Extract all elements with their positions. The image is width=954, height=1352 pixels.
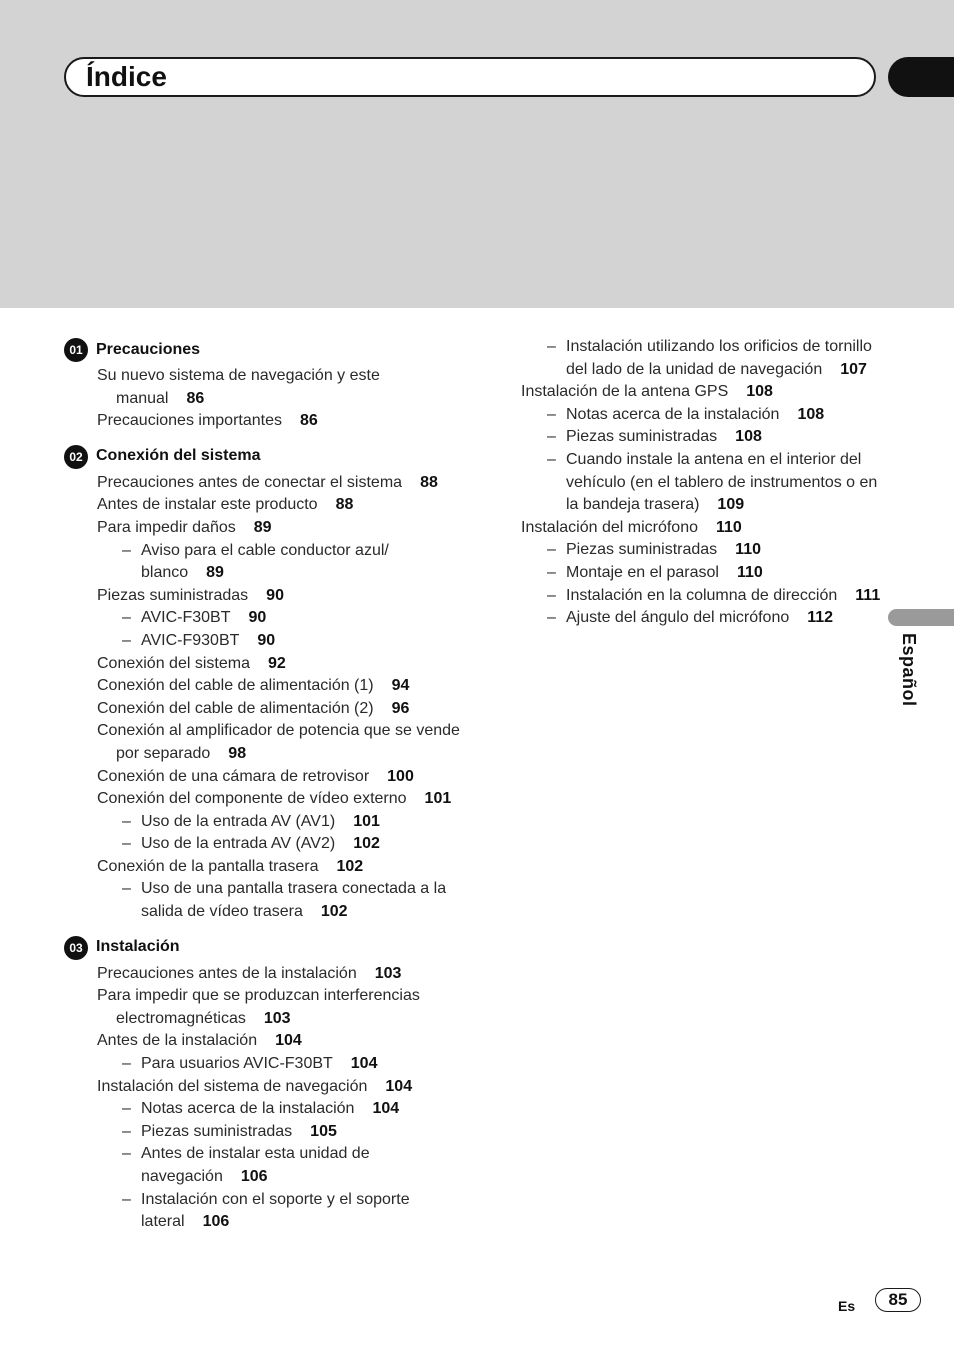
toc-left-column bbox=[64, 338, 464, 1234]
toc-subentry[interactable] bbox=[521, 426, 881, 449]
toc-page-number: 110 bbox=[736, 563, 763, 581]
toc-page-number: 104 bbox=[372, 1100, 400, 1118]
toc-entry[interactable] bbox=[64, 472, 464, 495]
toc-entry-text: Precauciones antes de la instalación bbox=[97, 964, 357, 982]
toc-page-number: 112 bbox=[807, 609, 834, 627]
toc-entry-text: Conexión al amplificador de potencia que se vende por separado bbox=[97, 722, 460, 762]
toc-entry[interactable] bbox=[521, 517, 881, 540]
toc-page-number: 98 bbox=[228, 744, 247, 762]
toc-subentry[interactable] bbox=[64, 811, 464, 834]
toc-page-number: 101 bbox=[353, 812, 380, 830]
toc-page-number: 90 bbox=[257, 631, 276, 649]
toc-page-number: 108 bbox=[746, 383, 773, 401]
toc-page-number: 102 bbox=[320, 903, 348, 921]
dash-bullet: – bbox=[122, 609, 131, 627]
section-gap bbox=[64, 924, 464, 936]
toc-entry[interactable] bbox=[521, 381, 881, 404]
toc-page-number: 90 bbox=[248, 609, 267, 627]
toc-subentry[interactable] bbox=[64, 878, 464, 923]
section-title: Precauciones bbox=[96, 340, 201, 358]
dash-bullet: – bbox=[547, 405, 556, 423]
toc-page-number: 106 bbox=[240, 1168, 268, 1185]
toc-entry-text: Piezas suministradas bbox=[566, 541, 718, 559]
toc-entry-text: Conexión del sistema bbox=[97, 654, 250, 672]
toc-subentry[interactable] bbox=[521, 539, 881, 562]
toc-entry-text: Ajuste del ángulo del micrófono bbox=[566, 609, 790, 627]
toc-entry-text: Piezas suministradas bbox=[97, 586, 249, 604]
toc-page-number: 108 bbox=[735, 428, 762, 446]
section-heading[interactable] bbox=[64, 936, 464, 960]
toc-entry-text: Notas acerca de la instalación bbox=[141, 1100, 355, 1118]
toc-subentry[interactable] bbox=[521, 336, 881, 381]
toc-entry-text: Instalación en la columna de dirección bbox=[566, 586, 838, 604]
toc-entry[interactable] bbox=[64, 517, 464, 540]
toc-entry[interactable] bbox=[64, 365, 464, 410]
section-number-badge: 01 bbox=[64, 338, 88, 362]
toc-subentry[interactable] bbox=[64, 1053, 464, 1076]
toc-page-number: 86 bbox=[186, 389, 205, 407]
toc-entry-text: Conexión de una cámara de retrovisor bbox=[97, 767, 370, 785]
toc-entry-text: Instalación con el soporte y el soporte lateral bbox=[141, 1190, 410, 1231]
toc-page-number: 88 bbox=[335, 496, 354, 514]
toc-page-number: 102 bbox=[353, 835, 380, 853]
dash-bullet: – bbox=[122, 812, 131, 830]
toc-entry[interactable] bbox=[64, 766, 464, 789]
dash-bullet: – bbox=[122, 1190, 131, 1208]
toc-subentry[interactable] bbox=[521, 562, 881, 585]
toc-entry[interactable] bbox=[64, 494, 464, 517]
toc-subentry[interactable] bbox=[521, 607, 881, 630]
toc-entry-text: Instalación del sistema de navegación bbox=[97, 1077, 368, 1095]
toc-subentry[interactable] bbox=[64, 540, 464, 585]
toc-entry[interactable] bbox=[64, 410, 464, 433]
dash-bullet: – bbox=[122, 1122, 131, 1140]
toc-subentry[interactable] bbox=[64, 630, 464, 653]
dash-bullet: – bbox=[547, 609, 556, 627]
toc-page-number: 103 bbox=[374, 964, 402, 982]
toc-entry-text: Instalación de la antena GPS bbox=[521, 383, 729, 401]
toc-entry[interactable] bbox=[64, 585, 464, 608]
toc-entry[interactable] bbox=[64, 856, 464, 879]
toc-entry-text: Conexión de la pantalla trasera bbox=[97, 857, 319, 875]
toc-subentry[interactable] bbox=[64, 1098, 464, 1121]
toc-right-column bbox=[521, 336, 881, 630]
toc-entry-text: Para usuarios AVIC-F30BT bbox=[141, 1055, 333, 1073]
toc-subentry[interactable] bbox=[521, 585, 881, 608]
page-title: Índice bbox=[86, 61, 167, 92]
toc-page-number: 89 bbox=[253, 518, 272, 536]
toc-page-number: 101 bbox=[424, 790, 452, 808]
toc-page-number: 110 bbox=[715, 518, 742, 536]
dash-bullet: – bbox=[547, 338, 556, 355]
dash-bullet: – bbox=[122, 835, 131, 853]
language-tab-label: Español bbox=[899, 633, 919, 707]
dash-bullet: – bbox=[122, 541, 131, 559]
dash-bullet: – bbox=[547, 450, 556, 468]
section-gap bbox=[64, 433, 464, 445]
section-heading[interactable] bbox=[64, 445, 464, 469]
toc-page-number: 109 bbox=[717, 496, 745, 514]
toc-subentry[interactable] bbox=[64, 833, 464, 856]
section-title: Instalación bbox=[96, 938, 180, 956]
dash-bullet: – bbox=[122, 1145, 131, 1163]
toc-page-number: 100 bbox=[387, 767, 414, 785]
toc-page-number: 111 bbox=[855, 586, 881, 604]
dash-bullet: – bbox=[547, 563, 556, 581]
dash-bullet: – bbox=[122, 1100, 131, 1118]
toc-entry[interactable] bbox=[64, 698, 464, 721]
toc-subentry[interactable] bbox=[521, 449, 881, 517]
toc-page-number: 108 bbox=[797, 405, 825, 423]
toc-entry-text: Precauciones importantes bbox=[97, 412, 282, 430]
section-heading[interactable] bbox=[64, 338, 464, 362]
toc-page-number: 104 bbox=[275, 1032, 302, 1050]
toc-entry-text: Precauciones antes de conectar el sistema bbox=[97, 473, 403, 491]
chapter-tab bbox=[888, 57, 954, 97]
toc-page-number: 102 bbox=[336, 857, 364, 875]
toc-page-number: 104 bbox=[385, 1077, 413, 1095]
toc-entry-text: Antes de la instalación bbox=[97, 1032, 258, 1050]
header-band bbox=[0, 0, 954, 308]
toc-entry[interactable] bbox=[64, 720, 464, 765]
toc-entry-text: Conexión del cable de alimentación (2) bbox=[97, 699, 374, 717]
toc-entry[interactable] bbox=[64, 675, 464, 698]
toc-page-number: 110 bbox=[735, 541, 761, 559]
toc-entry-text: Cuando instale la antena en el interior del vehículo (en el tablero de instrumentos o en la bandeja trasera) bbox=[566, 450, 878, 514]
page-number: 85 bbox=[875, 1288, 921, 1312]
toc-subentry[interactable] bbox=[64, 1121, 464, 1144]
toc-entry-text: AVIC-F30BT bbox=[141, 609, 231, 627]
section-number-badge: 02 bbox=[64, 445, 88, 469]
toc-entry-text: Antes de instalar este producto bbox=[97, 496, 318, 514]
toc-page-number: 96 bbox=[391, 699, 410, 717]
toc-entry[interactable] bbox=[64, 1076, 464, 1099]
toc-entry-text: Uso de la entrada AV (AV2) bbox=[141, 835, 336, 853]
footer-language-code: Es bbox=[838, 1298, 856, 1314]
toc-subentry[interactable] bbox=[64, 607, 464, 630]
toc-page-number: 107 bbox=[840, 360, 867, 378]
toc-page-number: 92 bbox=[267, 654, 286, 672]
toc-entry-text: Uso de una pantalla trasera conectada a la salida de vídeo trasera bbox=[141, 880, 447, 921]
dash-bullet: – bbox=[122, 631, 131, 649]
toc-entry-text: Aviso para el cable conductor azul/ blanco bbox=[141, 541, 389, 582]
toc-page-number: 90 bbox=[266, 586, 284, 604]
toc-page-number: 106 bbox=[202, 1213, 230, 1231]
toc-entry-text: Su nuevo sistema de navegación y este manual bbox=[97, 367, 380, 407]
toc-entry-text: Para impedir daños bbox=[97, 518, 236, 536]
toc-entry-text: Conexión del cable de alimentación (1) bbox=[97, 677, 374, 695]
toc-entry-text: Uso de la entrada AV (AV1) bbox=[141, 812, 336, 830]
toc-entry-text: Para impedir que se produzcan interferencias electromagnéticas bbox=[97, 987, 420, 1027]
dash-bullet: – bbox=[122, 880, 131, 898]
toc-entry-text: Conexión del componente de vídeo externo bbox=[97, 790, 407, 808]
toc-entry-text: Instalación del micrófono bbox=[521, 518, 698, 536]
toc-entry-text: Piezas suministradas bbox=[566, 428, 718, 446]
toc-entry-text: Piezas suministradas bbox=[141, 1122, 293, 1140]
section-title: Conexión del sistema bbox=[96, 447, 261, 465]
toc-entry-text: Montaje en el parasol bbox=[566, 563, 719, 581]
dash-bullet: – bbox=[547, 541, 556, 559]
toc-page-number: 94 bbox=[391, 677, 410, 695]
dash-bullet: – bbox=[547, 586, 556, 604]
toc-entry[interactable] bbox=[64, 1030, 464, 1053]
toc-page-number: 89 bbox=[206, 564, 224, 582]
toc-subentry[interactable] bbox=[521, 404, 881, 427]
toc-page-number: 88 bbox=[420, 473, 438, 491]
toc-entry[interactable] bbox=[64, 985, 464, 1030]
section-number-badge: 03 bbox=[64, 936, 88, 960]
toc-entry-text: Antes de instalar esta unidad de navegación bbox=[141, 1145, 370, 1185]
dash-bullet: – bbox=[547, 428, 556, 446]
toc-subentry[interactable] bbox=[64, 1189, 464, 1234]
toc-page-number: 105 bbox=[310, 1122, 337, 1140]
dash-bullet: – bbox=[122, 1055, 131, 1073]
toc-page-number: 86 bbox=[299, 412, 318, 430]
language-tab-marker bbox=[888, 609, 954, 626]
toc-entry-text: Instalación utilizando los orificios de tornillo del lado de la unidad de navegación bbox=[566, 338, 872, 378]
toc-entry[interactable] bbox=[64, 788, 464, 811]
toc-entry[interactable] bbox=[64, 653, 464, 676]
toc-entry[interactable] bbox=[64, 963, 464, 986]
toc-page-number: 104 bbox=[350, 1055, 378, 1073]
toc-page-number: 103 bbox=[263, 1009, 291, 1027]
title-box bbox=[64, 57, 876, 97]
toc-entry-text: AVIC-F930BT bbox=[141, 631, 240, 649]
toc-entry-text: Notas acerca de la instalación bbox=[566, 405, 780, 423]
toc-subentry[interactable] bbox=[64, 1143, 464, 1188]
